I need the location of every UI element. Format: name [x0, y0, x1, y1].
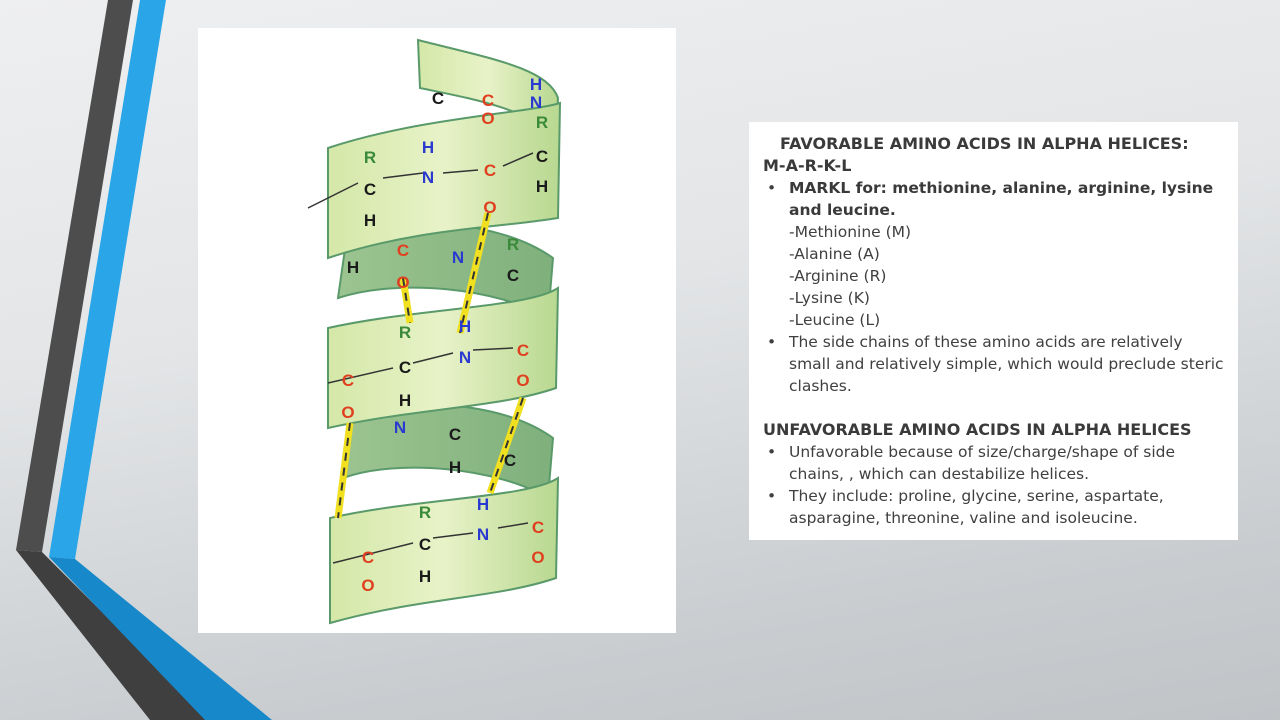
svg-text:C: C	[448, 425, 462, 444]
unfavorable-bullet-include: • They include: proline, glycine, serine, aspartate, asparagine, threonine, valine and isoleucine.	[789, 485, 1228, 529]
svg-text:O: O	[531, 548, 545, 567]
svg-text:H: H	[398, 391, 412, 410]
svg-text:C: C	[398, 358, 412, 377]
amino-acid-item: -Alanine (A)	[789, 245, 880, 263]
svg-text:C: C	[341, 371, 355, 390]
svg-text:H: H	[421, 138, 435, 157]
svg-text:H: H	[448, 458, 462, 477]
svg-text:R: R	[363, 148, 377, 167]
svg-text:N: N	[458, 348, 472, 367]
svg-text:O: O	[516, 371, 530, 390]
svg-text:O: O	[396, 273, 410, 292]
unfavorable-list	[763, 441, 1228, 529]
svg-text:H: H	[529, 75, 543, 94]
svg-text:N: N	[529, 93, 543, 112]
svg-text:H: H	[476, 495, 490, 514]
svg-text:N: N	[393, 418, 407, 437]
svg-text:C: C	[506, 266, 520, 285]
svg-text:N: N	[476, 525, 490, 544]
favorable-subtitle: M-A-R-K-L	[763, 156, 852, 175]
favorable-bullet-markl	[789, 177, 1228, 331]
svg-text:C: C	[531, 518, 545, 537]
amino-acid-item: -Arginine (R)	[789, 267, 887, 285]
content-textbox	[749, 122, 1238, 540]
amino-acid-item: -Leucine (L)	[789, 311, 881, 329]
svg-text:H: H	[418, 567, 432, 586]
amino-acid-item: -Lysine (K)	[789, 289, 870, 307]
svg-text:H: H	[535, 177, 549, 196]
svg-text:C: C	[363, 180, 377, 199]
amino-acid-item: -Methionine (M)	[789, 223, 912, 241]
svg-text:C: C	[431, 89, 445, 108]
svg-text:R: R	[398, 323, 412, 342]
svg-text:O: O	[483, 198, 497, 217]
svg-text:H: H	[363, 211, 377, 230]
unfavorable-title: UNFAVORABLE AMINO ACIDS IN ALPHA HELICES	[763, 420, 1192, 439]
svg-text:R: R	[418, 503, 432, 522]
svg-text:H: H	[458, 317, 472, 336]
svg-text:C: C	[396, 241, 410, 260]
svg-text:C: C	[516, 341, 530, 360]
svg-text:C: C	[483, 161, 497, 180]
helix-illustration	[198, 28, 676, 633]
svg-text:R: R	[535, 113, 549, 132]
svg-text:N: N	[451, 248, 465, 267]
svg-text:O: O	[481, 109, 495, 128]
svg-text:C: C	[361, 548, 375, 567]
svg-text:N: N	[421, 168, 435, 187]
svg-text:O: O	[341, 403, 355, 422]
favorable-title: FAVORABLE AMINO ACIDS IN ALPHA HELICES:	[780, 134, 1189, 153]
favorable-bullet-side-chains: • The side chains of these amino acids are relatively small and relatively simple, which would preclude steric clashes.	[789, 331, 1228, 397]
markl-definition: MARKL for: methionine, alanine, arginine, lysine and leucine.	[789, 179, 1214, 219]
svg-text:R: R	[506, 235, 520, 254]
svg-text:C: C	[481, 91, 495, 110]
svg-text:C: C	[503, 451, 517, 470]
svg-text:C: C	[535, 147, 549, 166]
unfavorable-bullet-reason: • Unfavorable because of size/charge/shape of side chains, , which can destabilize helices.	[789, 441, 1228, 485]
favorable-list	[763, 177, 1228, 397]
alpha-helix-figure	[198, 28, 676, 633]
svg-text:H: H	[346, 258, 360, 277]
svg-text:C: C	[418, 535, 432, 554]
svg-text:O: O	[361, 576, 375, 595]
